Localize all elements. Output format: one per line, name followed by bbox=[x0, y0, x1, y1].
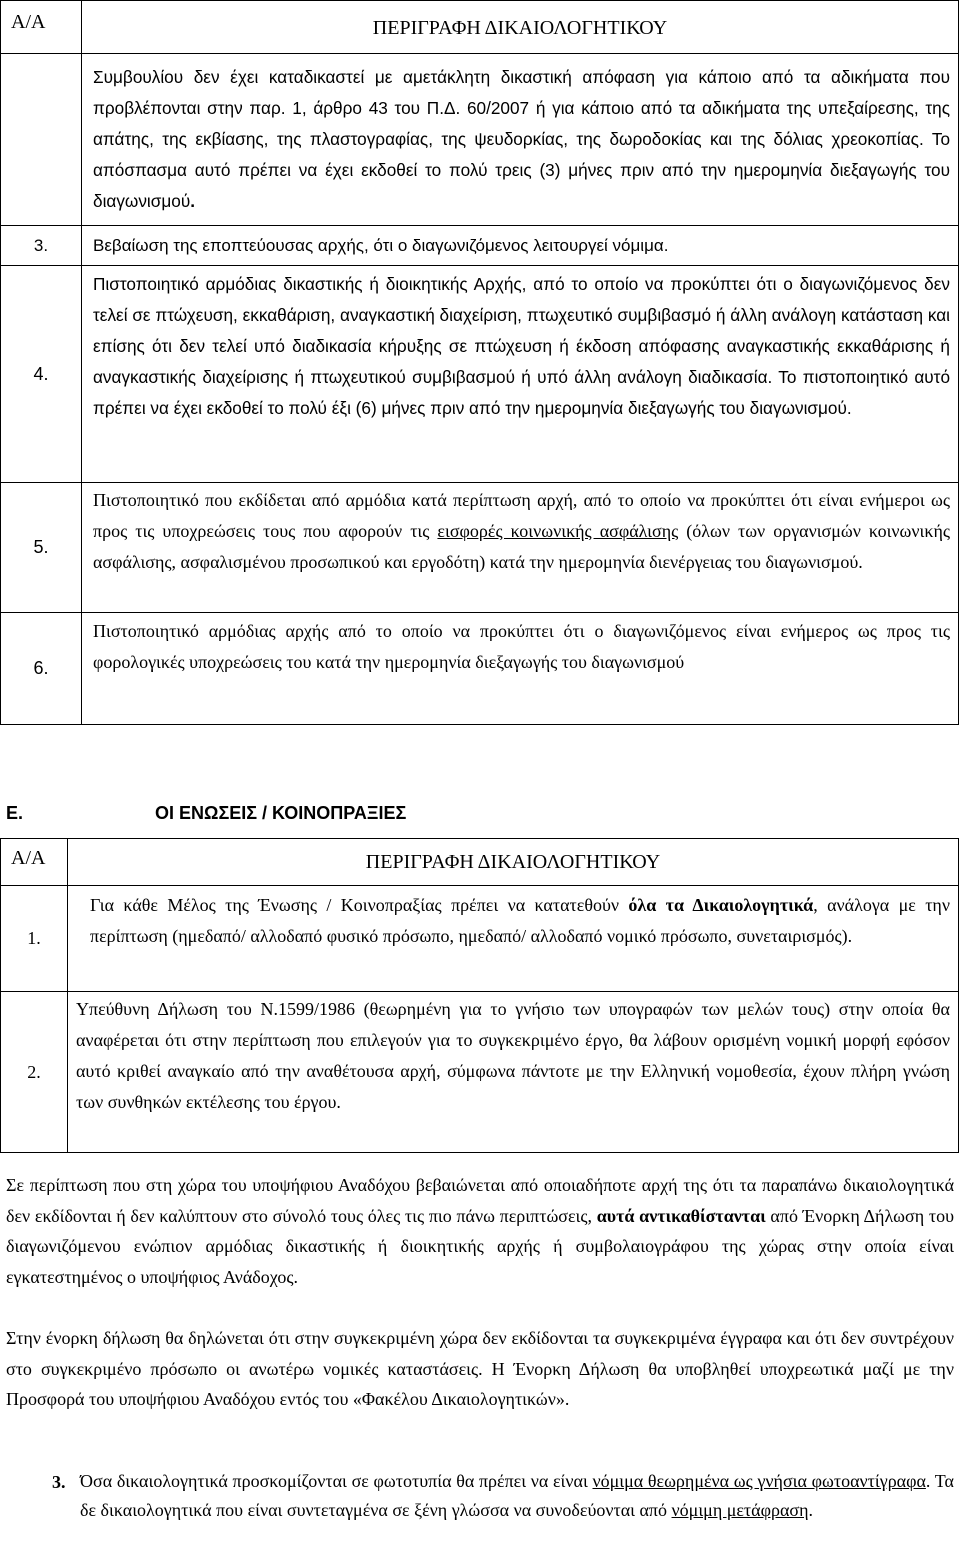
item3-text-c: . bbox=[808, 1500, 814, 1520]
continuation-desc-cell bbox=[82, 54, 959, 226]
table2-row1-text-a: Για κάθε Μέλος της Ένωσης / Κοινοπραξίας πρέπει να κατατεθούν bbox=[90, 895, 629, 915]
paragraph1-text-a: Σε περίπτωση που στη χώρα του υποψήφιου Αναδόχου βεβαιώνεται από οποιαδήποτε αρχή της ότι τα παραπάνω δικαιολογητικά δεν εκδίδονται ή δεν καλύπτουν στο σύνολό τους όλες τις πιο πάνω περιπτώσεις, bbox=[6, 1175, 954, 1226]
table1-header-aa bbox=[1, 1, 82, 54]
row4-desc-cell bbox=[82, 266, 959, 483]
table2-row2-num: 2. bbox=[1, 992, 68, 1153]
table2-row1-text-bold: όλα τα Δικαιολογητικά bbox=[628, 895, 814, 915]
item3-text bbox=[80, 1467, 954, 1525]
continuation-dot: . bbox=[190, 191, 195, 211]
item3-num: 3. bbox=[52, 1472, 66, 1492]
continuation-num-cell bbox=[1, 54, 82, 226]
item3-underlined-1: νόμιμα θεωρημένα ως γνήσια φωτοαντίγραφα bbox=[592, 1471, 926, 1491]
table1-header-desc bbox=[82, 1, 959, 54]
table2-row2-text: Υπεύθυνη Δήλωση του Ν.1599/1986 (θεωρημένη για το γνήσιο των υπογραφών των μελών τους) στην οποία θα αναφέρεται ότι στην περίπτωση που επιλεγούν για το συγκεκριμένο έργο, θα λάβουν ορισμένη νομική μορφή εφόσον αυτό κριθεί αναγκαίο από την αναθέτουσα αρχή, σύμφωνα πάντοτε με την Ελληνική νομοθεσία, έχουν πλήρη γνώση των συνθηκών εκτέλεσης του έργου. bbox=[76, 999, 950, 1112]
table2-row1-text bbox=[68, 886, 958, 952]
row3-text: Βεβαίωση της εποπτεύουσας αρχής, ότι ο διαγωνιζόμενος λειτουργεί νόμιμα. bbox=[82, 226, 959, 266]
table1-col-desc-label: ΠΕΡΙΓΡΑΦΗ ΔΙΚΑΙΟΛΟΓΗΤΙΚΟΥ bbox=[372, 17, 668, 39]
table1-col-aa-label: Α/Α bbox=[11, 11, 46, 33]
requirements-table-2 bbox=[0, 838, 959, 1153]
table2-header-desc bbox=[68, 839, 959, 886]
paragraph1-text-b: από Ένορκη Δήλωση του διαγωνιζόμενου ενώπιον αρμόδιας δικαστικής ή διοικητικής αρχής ή συμβολαιογράφου της χώρας στην οποία είναι εγκατεστημένος ο υποψήφιος Ανάδοχος. bbox=[6, 1205, 954, 1287]
row6-text: Πιστοποιητικό αρμόδιας αρχής από το οποίο να προκύπτει ότι ο διαγωνιζόμενος είναι ενήμερος ως προς τις φορολογικές υποχρεώσεις του κατά την ημερομηνία διεξαγωγής του διαγωνισμού bbox=[93, 621, 950, 672]
row6-desc-cell bbox=[82, 613, 959, 725]
row5-text-underlined: εισφορές κοινωνικής ασφάλισης bbox=[437, 521, 679, 541]
row6-num: 6. bbox=[1, 613, 82, 725]
item3-text-b: . Τα δε δικαιολογητικά που είναι συντεταγμένα σε ξένη γλώσσα να συνοδεύονται από bbox=[80, 1471, 954, 1520]
row5-text bbox=[82, 483, 958, 578]
table2-row1-num: 1. bbox=[1, 886, 68, 992]
row3-num: 3. bbox=[1, 226, 82, 266]
continuation-paragraph bbox=[82, 54, 958, 217]
section-e-title: ΟΙ ΕΝΩΣΕΙΣ / ΚΟΙΝΟΠΡΑΞΙΕΣ bbox=[155, 803, 407, 823]
continuation-text-a: Συμβουλίου δεν έχει καταδικαστεί με αμετάκλητη δικαστική απόφαση για κάποιο από τα αδικήματα που προβλέπονται στην παρ. 1, άρθρο 43 του Π.Δ. 60/2007 ή για κάποιο από τα αδικήματα της υπεξαίρεσης, της απάτης, της εκβίασης, της πλαστογραφίας, της ψευδορκίας, της δωροδοκίας και της δόλιας χρεοκοπίας. bbox=[93, 67, 950, 149]
section-e-letter: Ε. bbox=[6, 803, 24, 823]
paragraph-sworn-declaration-content: Στην ένορκη δήλωση θα δηλώνεται ότι στην συγκεκριμένη χώρα δεν εκδίδονται τα συγκεκριμένα έγγραφα και ότι δεν συντρέχουν στο συγκεκριμένο πρόσωπο οι ανωτέρω νομικές καταστάσεις. Η Ένορκη Δήλωση θα υποβληθεί υποχρεωτικά μαζί με την Προσφορά του υποψήφιου Αναδόχου εντός του «Φακέλου Δικαιολογητικών». bbox=[6, 1328, 954, 1410]
row5-num: 5. bbox=[1, 483, 82, 613]
table2-col-aa-label: Α/Α bbox=[11, 847, 46, 869]
row5-desc-cell bbox=[82, 483, 959, 613]
continuation-text-b: Το απόσπασμα αυτό πρέπει να έχει εκδοθεί το πολύ τρεις (3) μήνες πριν από την ημερομηνία διεξαγωγής του διαγωνισμού bbox=[93, 129, 951, 211]
item3-underlined-2: νόμιμη μετάφραση bbox=[671, 1500, 809, 1520]
table2-row1-desc-cell bbox=[68, 886, 959, 992]
table2-header-aa bbox=[1, 839, 68, 886]
row5-text-b: (όλων των οργανισμών κοινωνικής ασφάλισης, ασφαλισμένου προσωπικού και εργοδότη) κατά την ημερομηνία διενέργειας του διαγωνισμού. bbox=[93, 521, 951, 572]
table2-row1-text-b: , ανάλογα με την περίπτωση (ημεδαπό/ αλλοδαπό φυσικό πρόσωπο, ημεδαπό/ αλλοδαπό νομικό πρόσωπο, συνεταιρισμός). bbox=[90, 895, 950, 946]
row4-text: Πιστοποιητικό αρμόδιας δικαστικής ή διοικητικής Αρχής, από το οποίο να προκύπτει ότι ο διαγωνιζόμενος δεν τελεί σε πτώχευση, εκκαθάριση, αναγκαστική διαχείριση, πτωχευτικό συμβιβασμό ή άλλη ανάλογη κατάσταση και επίσης ότι δεν τελεί υπό διαδικασία κήρυξης σε πτώχευση ή έκδοση απόφασης αναγκαστικής εκκαθάρισης ή αναγκαστικής διαχείρισης ή πτωχευτικού συμβιβασμού ή υπό άλλη ανάλογη διαδικασία. Το πιστοποιητικό αυτό πρέπει να έχει εκδοθεί το πολύ έξι (6) μήνες πριν από την ημερομηνία διεξαγωγής του διαγωνισμού. bbox=[93, 274, 950, 418]
paragraph-sworn-declaration bbox=[6, 1170, 954, 1292]
requirements-table-1 bbox=[0, 0, 959, 725]
table2-row2-desc-cell bbox=[68, 992, 959, 1153]
row4-num: 4. bbox=[1, 266, 82, 483]
item3-text-a: Όσα δικαιολογητικά προσκομίζονται σε φωτοτυπία θα πρέπει να είναι bbox=[80, 1471, 593, 1491]
table2-col-desc-label: ΠΕΡΙΓΡΑΦΗ ΔΙΚΑΙΟΛΟΓΗΤΙΚΟΥ bbox=[365, 851, 661, 873]
paragraph1-text-bold: αυτά αντικαθίστανται bbox=[596, 1205, 766, 1226]
row5-text-a: Πιστοποιητικό που εκδίδεται από αρμόδια κατά περίπτωση αρχή, από το οποίο να προκύπτει ότι είναι ενήμεροι ως προς τις υποχρεώσεις τους που αφορούν τις bbox=[93, 490, 950, 541]
